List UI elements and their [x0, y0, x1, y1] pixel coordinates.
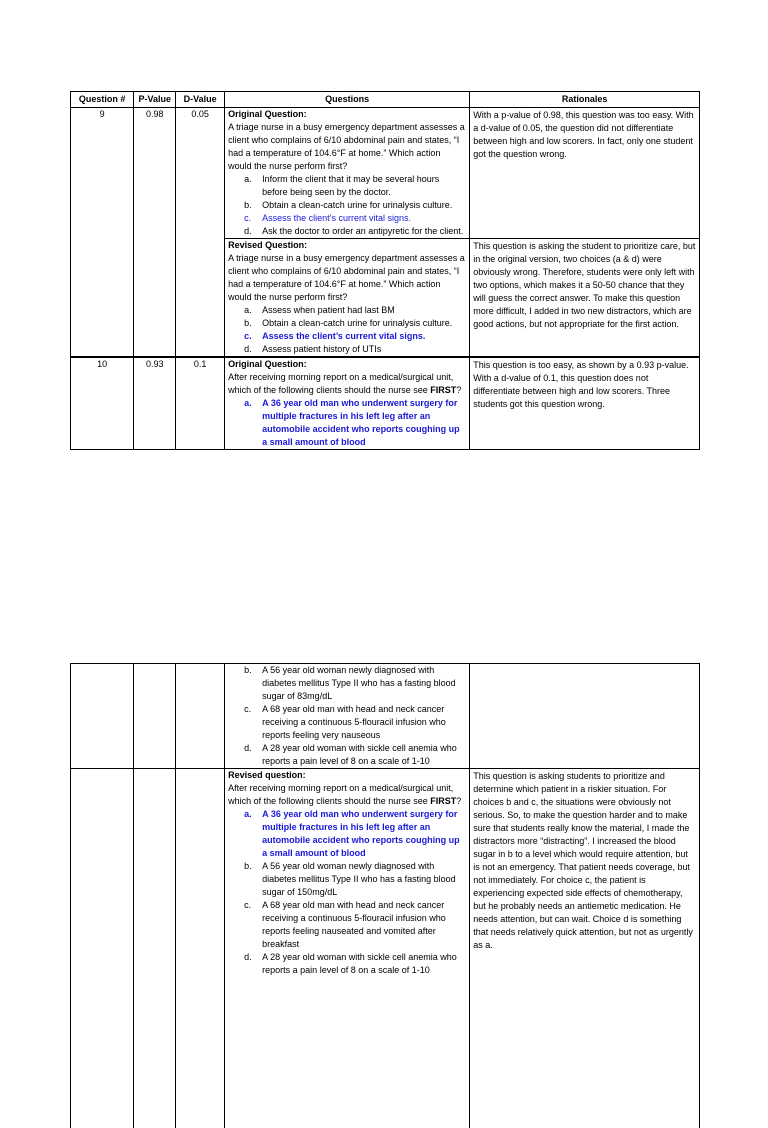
q9-original-rationale: With a p-value of 0.98, this question was too easy. With a d-value of 0.05, the question did not differentiate between high and low scorers. In fact, only one student got the question wrong.: [470, 108, 700, 239]
choice-item: b. Obtain a clean-catch urine for urinalysis culture.: [244, 317, 466, 330]
q10-revised-question: [225, 769, 470, 1128]
choice-item: b. A 56 year old woman newly diagnosed with diabetes mellitus Type II who has a fasting blood sugar of 83mg/dL: [244, 664, 466, 703]
q9-revised-title: Revised Question:: [228, 239, 466, 252]
empty-cell: [470, 664, 700, 769]
empty-cell: [176, 664, 225, 769]
q9-original-choices: [228, 173, 466, 238]
q10-d-value: 0.1: [176, 357, 225, 450]
q10-original-question-cont: [225, 664, 470, 769]
q10-revised-rationale: This question is asking students to prioritize and determine which patient in a riskier situation. For choices b and c, the situations were obviously not serious. So, to make the question harder and to make sure that students really know the material, I made the distractors more “distracting”. I increased the blood sugar in b to a level which would require attention, but is not an emergency. That patient needs coverage, but not immediately. For choice c, the patient is experiencing expected side effects of chemotherapy, but he probably needs an antiemetic medication. He needs attention, but can wait. Choice d is something that needs relatively quick attention, but not as urgently as a.: [470, 769, 700, 1128]
q9-revised-question: [225, 239, 470, 358]
q10-original-choices-part1: [228, 397, 466, 449]
q10-original-title: Original Question:: [228, 358, 466, 371]
choice-item: d. A 28 year old woman with sickle cell anemia who reports a pain level of 8 on a scale of 1-10: [244, 951, 466, 977]
empty-cell: [71, 664, 134, 769]
choice-item: d. Assess patient history of UTIs: [244, 343, 466, 356]
choice-item: a. Assess when patient had last BM: [244, 304, 466, 317]
choice-item: c. A 68 year old man with head and neck cancer receiving a continuous 5-flouracil infusion who reports feeling very nauseous: [244, 703, 466, 742]
empty-cell: [134, 769, 176, 1128]
header-row: [71, 92, 700, 108]
choice-item: c. A 68 year old man with head and neck cancer receiving a continuous 5-flouracil infusion who reports feeling nauseated and vomited after breakfast: [244, 899, 466, 951]
q10-p-value: 0.93: [134, 357, 176, 450]
choice-item-correct: a. A 36 year old man who underwent surgery for multiple fractures in his left leg after an automobile accident who reports coughing up a small amount of blood: [244, 808, 466, 860]
table-row-q10-revised: [71, 769, 700, 1128]
empty-cell: [71, 769, 134, 1128]
q9-original-stem: A triage nurse in a busy emergency department assesses a client who complains of 6/10 abdominal pain and states, “I had a temperature of 104.6°F at home.” Which action would the nurse perform first?: [228, 121, 466, 173]
q10-revised-title: Revised question:: [228, 769, 466, 782]
q9-d-value: 0.05: [176, 108, 225, 358]
q10-revised-stem: After receiving morning report on a medical/surgical unit, which of the following clients should the nurse see FIRST?: [228, 782, 466, 808]
choice-item-correct: a. A 36 year old man who underwent surgery for multiple fractures in his left leg after an automobile accident who reports coughing up a small amount of blood: [244, 397, 466, 449]
table-row-q10-original: [71, 357, 700, 450]
choice-item: b. A 56 year old woman newly diagnosed with diabetes mellitus Type II who has a fasting blood sugar of 150mg/dL: [244, 860, 466, 899]
q10-original-choices-part2: [228, 664, 466, 768]
header-question-number: Question #: [71, 92, 134, 108]
item-analysis-table-page-1: [70, 91, 700, 450]
choice-item: b. Obtain a clean-catch urine for urinalysis culture.: [244, 199, 466, 212]
q9-number: 9: [71, 108, 134, 358]
q10-original-stem: After receiving morning report on a medical/surgical unit, which of the following clients should the nurse see FIRST?: [228, 371, 466, 397]
choice-item: a. Inform the client that it may be several hours before being seen by the doctor.: [244, 173, 466, 199]
header-p-value: P-Value: [134, 92, 176, 108]
header-rationales: Rationales: [470, 92, 700, 108]
q9-revised-rationale: This question is asking the student to prioritize care, but in the original version, two choices (a & d) were obviously wrong. Therefore, students were only left with two options, which makes it a 50-50 chance that they will guess the correct answer. To make this question more difficult, I added in two new distractors, which are good actions, but not appropriate for the first action.: [470, 239, 700, 358]
table-row-q10-original-cont: [71, 664, 700, 769]
q9-original-title: Original Question:: [228, 108, 466, 121]
q9-revised-choices: [228, 304, 466, 356]
q10-original-question: [225, 357, 470, 450]
choice-item-correct: c. Assess the client’s current vital signs.: [244, 330, 466, 343]
header-d-value: D-Value: [176, 92, 225, 108]
q9-revised-stem: A triage nurse in a busy emergency department assesses a client who complains of 6/10 abdominal pain and states, “I had a temperature of 104.6°F at home.” Which action would the nurse perform first?: [228, 252, 466, 304]
q10-original-rationale: This question is too easy, as shown by a 0.93 p-value. With a d-value of 0.1, this question does not differentiate between high and low scorers. Three students got this question wrong.: [470, 357, 700, 450]
q9-p-value: 0.98: [134, 108, 176, 358]
q9-original-question: [225, 108, 470, 239]
choice-item: d. Ask the doctor to order an antipyretic for the client.: [244, 225, 466, 238]
empty-cell: [176, 769, 225, 1128]
choice-item-correct: c. Assess the client’s current vital signs.: [244, 212, 466, 225]
choice-item: d. A 28 year old woman with sickle cell anemia who reports a pain level of 8 on a scale of 1-10: [244, 742, 466, 768]
empty-cell: [134, 664, 176, 769]
item-analysis-table-page-2: [70, 663, 700, 1128]
q10-number: 10: [71, 357, 134, 450]
table-row-q9-original: [71, 108, 700, 239]
q10-revised-choices: [228, 808, 466, 977]
header-questions: Questions: [225, 92, 470, 108]
